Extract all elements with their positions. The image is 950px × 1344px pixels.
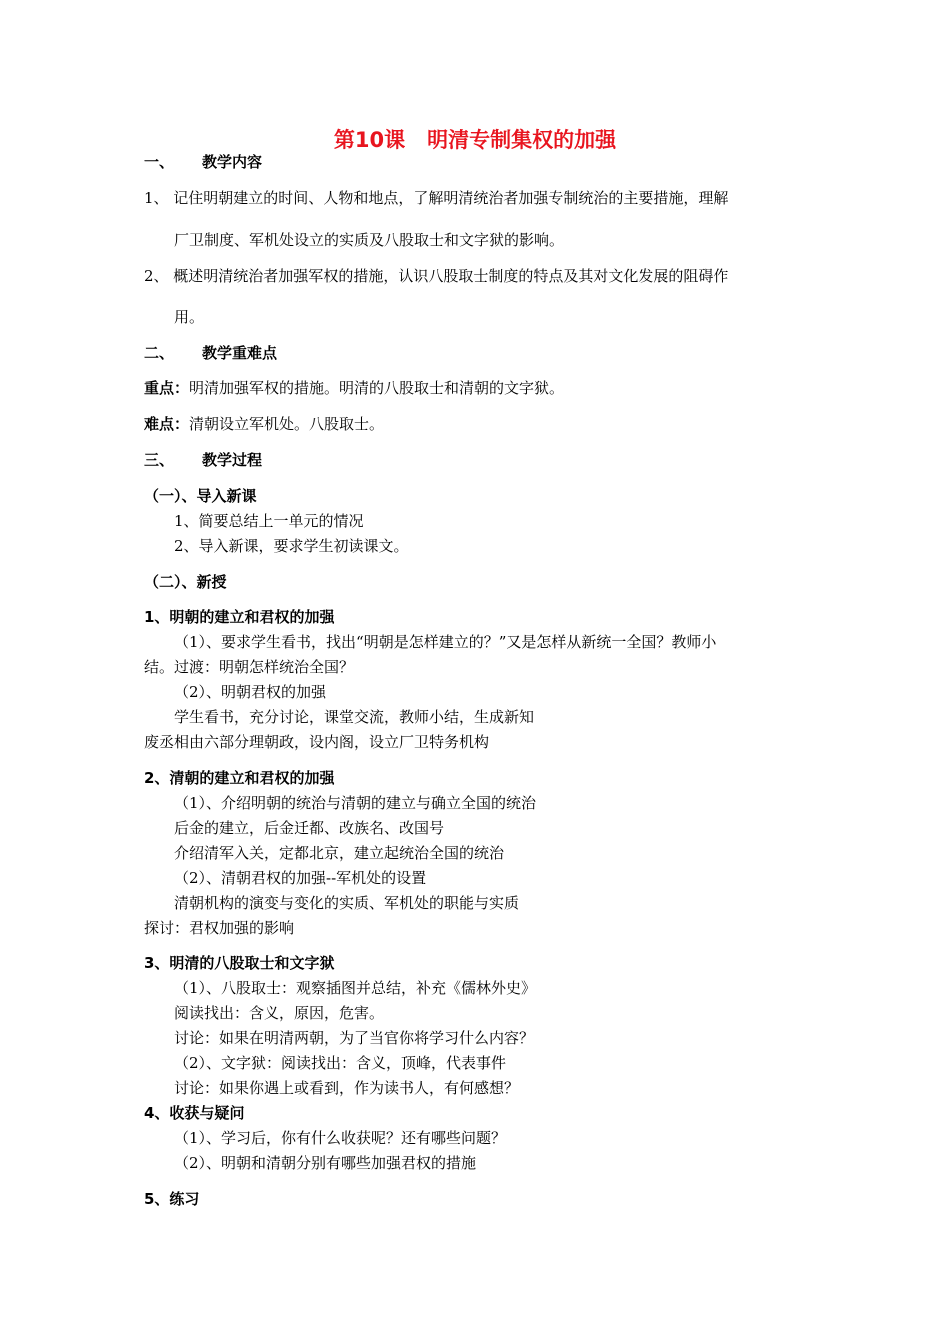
text-line: （1）、介绍明朝的统治与清朝的建立与确立全国的统治 [174, 794, 537, 812]
text-line: 探讨：君权加强的影响 [144, 919, 295, 937]
list-item: 1、简要总结上一单元的情况 [174, 512, 364, 530]
text-line: 讨论：如果你遇上或看到，作为读书人，有何感想？ [174, 1079, 520, 1097]
lesson-number: 第10课 [333, 128, 406, 152]
objective-1-line-1: 1、 记住明朝建立的时间、人物和地点，了解明清统治者加强专制统治的主要措施，理解 [144, 189, 729, 207]
text-line: 介绍清军入关，定都北京，建立起统治全国的统治 [174, 844, 505, 862]
text-line: 废丞相由六部分理朝政，设内阁，设立厂卫特务机构 [144, 733, 490, 751]
text-line: （1）、八股取士：观察插图并总结，补充《儒林外史》 [174, 979, 537, 997]
text-line: 清朝机构的演变与变化的实质、军机处的职能与实质 [174, 894, 520, 912]
objective-2-line-2: 用。 [174, 308, 205, 326]
objective-1-line-2: 厂卫制度、军机处设立的实质及八股取士和文字狱的影响。 [174, 231, 565, 249]
page-title [0, 124, 950, 154]
subsection-heading-2: 2、清朝的建立和君权的加强 [144, 769, 335, 787]
text-line: （2）、明朝君权的加强 [174, 683, 327, 701]
subsection-heading-4: 4、收获与疑问 [144, 1104, 245, 1122]
text-line: 阅读找出：含义，原因，危害。 [174, 1004, 385, 1022]
text-line: 后金的建立，后金迁都、改族名、改国号 [174, 819, 445, 837]
list-item: 2、导入新课，要求学生初读课文。 [174, 537, 409, 555]
subsection-heading-5: 5、练习 [144, 1190, 200, 1208]
text-line: （1）、要求学生看书，找出“明朝是怎样建立的？”又是怎样从新统一全国？教师小 [174, 633, 717, 651]
difficult-point: 难点：清朝设立军机处。八股取士。 [144, 415, 385, 433]
text-line: （2）、文字狱：阅读找出：含义，顶峰，代表事件 [174, 1054, 507, 1072]
section-heading-1: 一、 教学内容 [144, 153, 263, 171]
text-line: 讨论：如果在明清两朝，为了当官你将学习什么内容？ [174, 1029, 535, 1047]
text-line: 结。过渡：明朝怎样统治全国？ [144, 658, 355, 676]
section-heading-2: 二、 教学重难点 [144, 344, 278, 362]
text-line: （1）、学习后，你有什么收获呢？还有哪些问题？ [174, 1129, 507, 1147]
key-point: 重点：明清加强军权的措施。明清的八股取士和清朝的文字狱。 [144, 379, 565, 397]
text-line: （2）、清朝君权的加强--军机处的设置 [174, 869, 427, 887]
part-heading-2: （二）、新授 [144, 573, 227, 591]
text-line: 学生看书，充分讨论，课堂交流，教师小结，生成新知 [174, 708, 535, 726]
text-line: （2）、明朝和清朝分别有哪些加强君权的措施 [174, 1154, 477, 1172]
section-heading-3: 三、 教学过程 [144, 451, 263, 469]
subsection-heading-1: 1、明朝的建立和君权的加强 [144, 608, 335, 626]
part-heading-1: （一）、导入新课 [144, 487, 257, 505]
subsection-heading-3: 3、明清的八股取士和文字狱 [144, 954, 335, 972]
lesson-name: 明清专制集权的加强 [427, 128, 617, 152]
objective-2-line-1: 2、 概述明清统治者加强军权的措施，认识八股取士制度的特点及其对文化发展的阻碍作 [144, 267, 729, 285]
